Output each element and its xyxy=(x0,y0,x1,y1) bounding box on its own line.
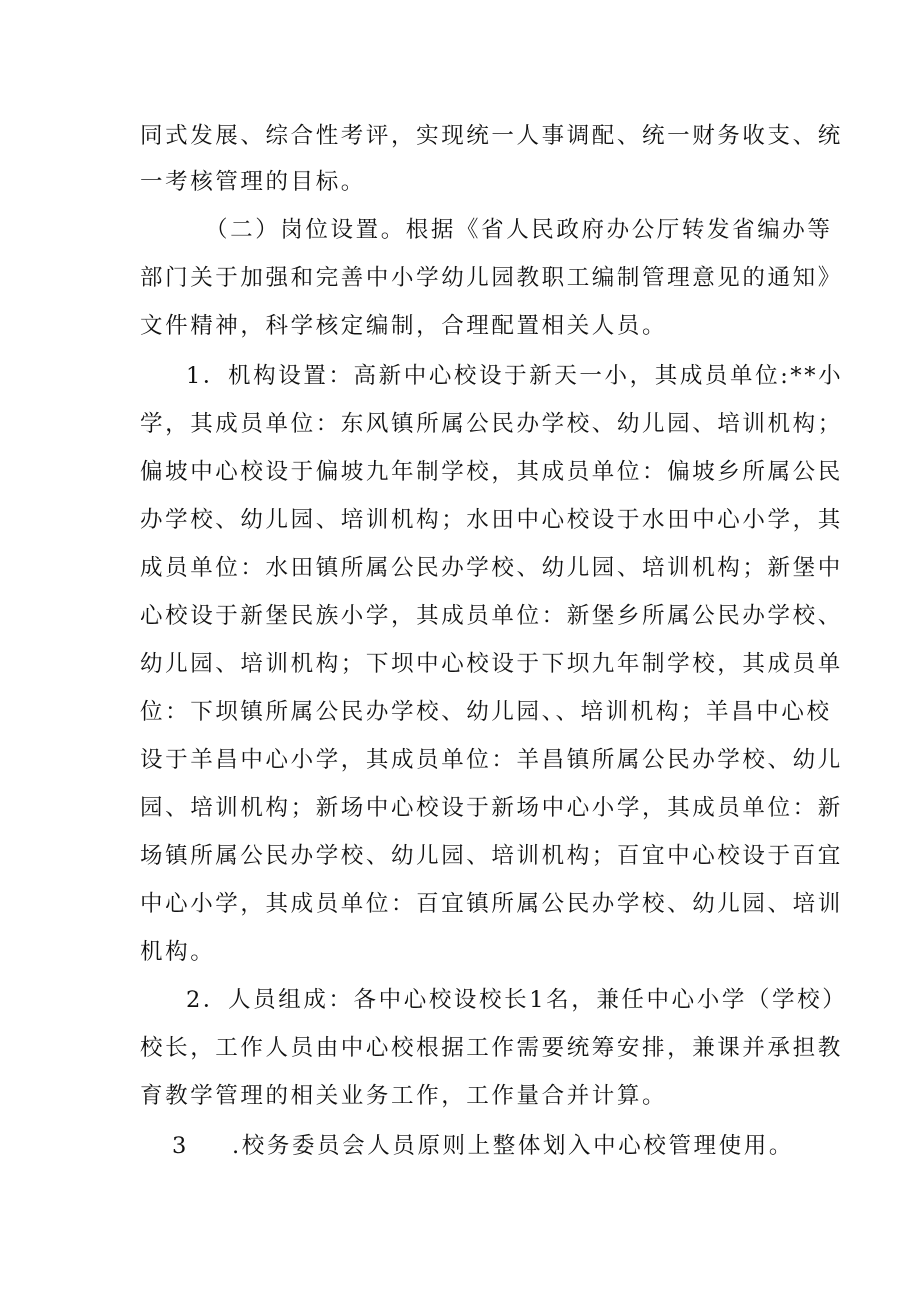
section-heading-line xyxy=(0,210,920,250)
text-line-content: 设于羊昌中心小学，其成员单位：羊昌镇所属公民办学校、幼儿 xyxy=(140,747,843,773)
numbered-item-1: 1．机构设置：高新中心校设于新天一小，其成员单位:**小 xyxy=(186,363,844,389)
text-line xyxy=(0,692,920,732)
text-line xyxy=(0,500,920,540)
text-line-content: 同式发展、综合性考评，实现统一人事调配、统一财务收支、统 xyxy=(140,123,843,149)
text-line-content: 一考核管理的目标。 xyxy=(140,169,366,195)
text-line xyxy=(0,258,920,298)
text-line xyxy=(0,788,920,828)
text-line xyxy=(0,1076,920,1116)
text-line xyxy=(0,932,920,972)
text-line-content: 办学校、幼儿园、培训机构；水田中心校设于水田中心小学，其 xyxy=(140,507,843,533)
text-line-content: 学，其成员单位：东风镇所属公民办学校、幼儿园、培训机构； xyxy=(140,411,843,437)
text-line-content: 偏坡中心校设于偏坡九年制学校，其成员单位：偏坡乡所属公民 xyxy=(140,459,843,485)
text-line-content: 机构。 xyxy=(140,939,216,965)
text-line xyxy=(0,162,920,202)
text-line xyxy=(0,306,920,346)
numbered-item-3-number: 3 xyxy=(172,1133,187,1159)
text-line xyxy=(0,116,920,156)
text-line-content: 育教学管理的相关业务工作，工作量合并计算。 xyxy=(140,1083,668,1109)
text-line xyxy=(0,596,920,636)
text-line xyxy=(0,548,920,588)
text-line xyxy=(0,644,920,684)
text-line-content: 文件精神，科学核定编制，合理配置相关人员。 xyxy=(140,313,668,339)
section-heading: （二）岗位设置。根据《省人民政府办公厅转发省编办等 xyxy=(205,217,833,243)
text-line xyxy=(0,404,920,444)
text-line-content: 幼儿园、培训机构；下坝中心校设于下坝九年制学校，其成员单 xyxy=(140,651,843,677)
text-line xyxy=(0,740,920,780)
text-line-content: 中心小学，其成员单位：百宜镇所属公民办学校、幼儿园、培训 xyxy=(140,891,843,917)
text-line-content: 场镇所属公民办学校、幼儿园、培训机构；百宜中心校设于百宜 xyxy=(140,843,843,869)
text-line-content: 园、培训机构；新场中心校设于新场中心小学，其成员单位：新 xyxy=(140,795,843,821)
numbered-item-2: 2．人员组成：各中心校设校长1名，兼任中心小学（学校） xyxy=(186,987,848,1013)
text-line xyxy=(0,1028,920,1068)
text-line-content: 位：下坝镇所属公民办学校、幼儿园、、培训机构；羊昌中心校 xyxy=(140,699,832,725)
text-line-content: 成员单位：水田镇所属公民办学校、幼儿园、培训机构；新堡中 xyxy=(140,555,843,581)
numbered-item-line xyxy=(0,1126,920,1166)
text-line-content: 部门关于加强和完善中小学幼儿园教职工编制管理意见的通知》 xyxy=(140,265,843,291)
text-line-content: 心校设于新堡民族小学，其成员单位：新堡乡所属公民办学校、 xyxy=(140,603,843,629)
numbered-item-line xyxy=(0,356,920,396)
numbered-item-3-text: .校务委员会人员原则上整体划入中心校管理使用。 xyxy=(232,1133,794,1159)
text-line xyxy=(0,884,920,924)
text-line xyxy=(0,452,920,492)
text-line-content: 校长，工作人员由中心校根据工作需要统筹安排，兼课并承担教 xyxy=(140,1035,843,1061)
text-line xyxy=(0,836,920,876)
numbered-item-line xyxy=(0,980,920,1020)
